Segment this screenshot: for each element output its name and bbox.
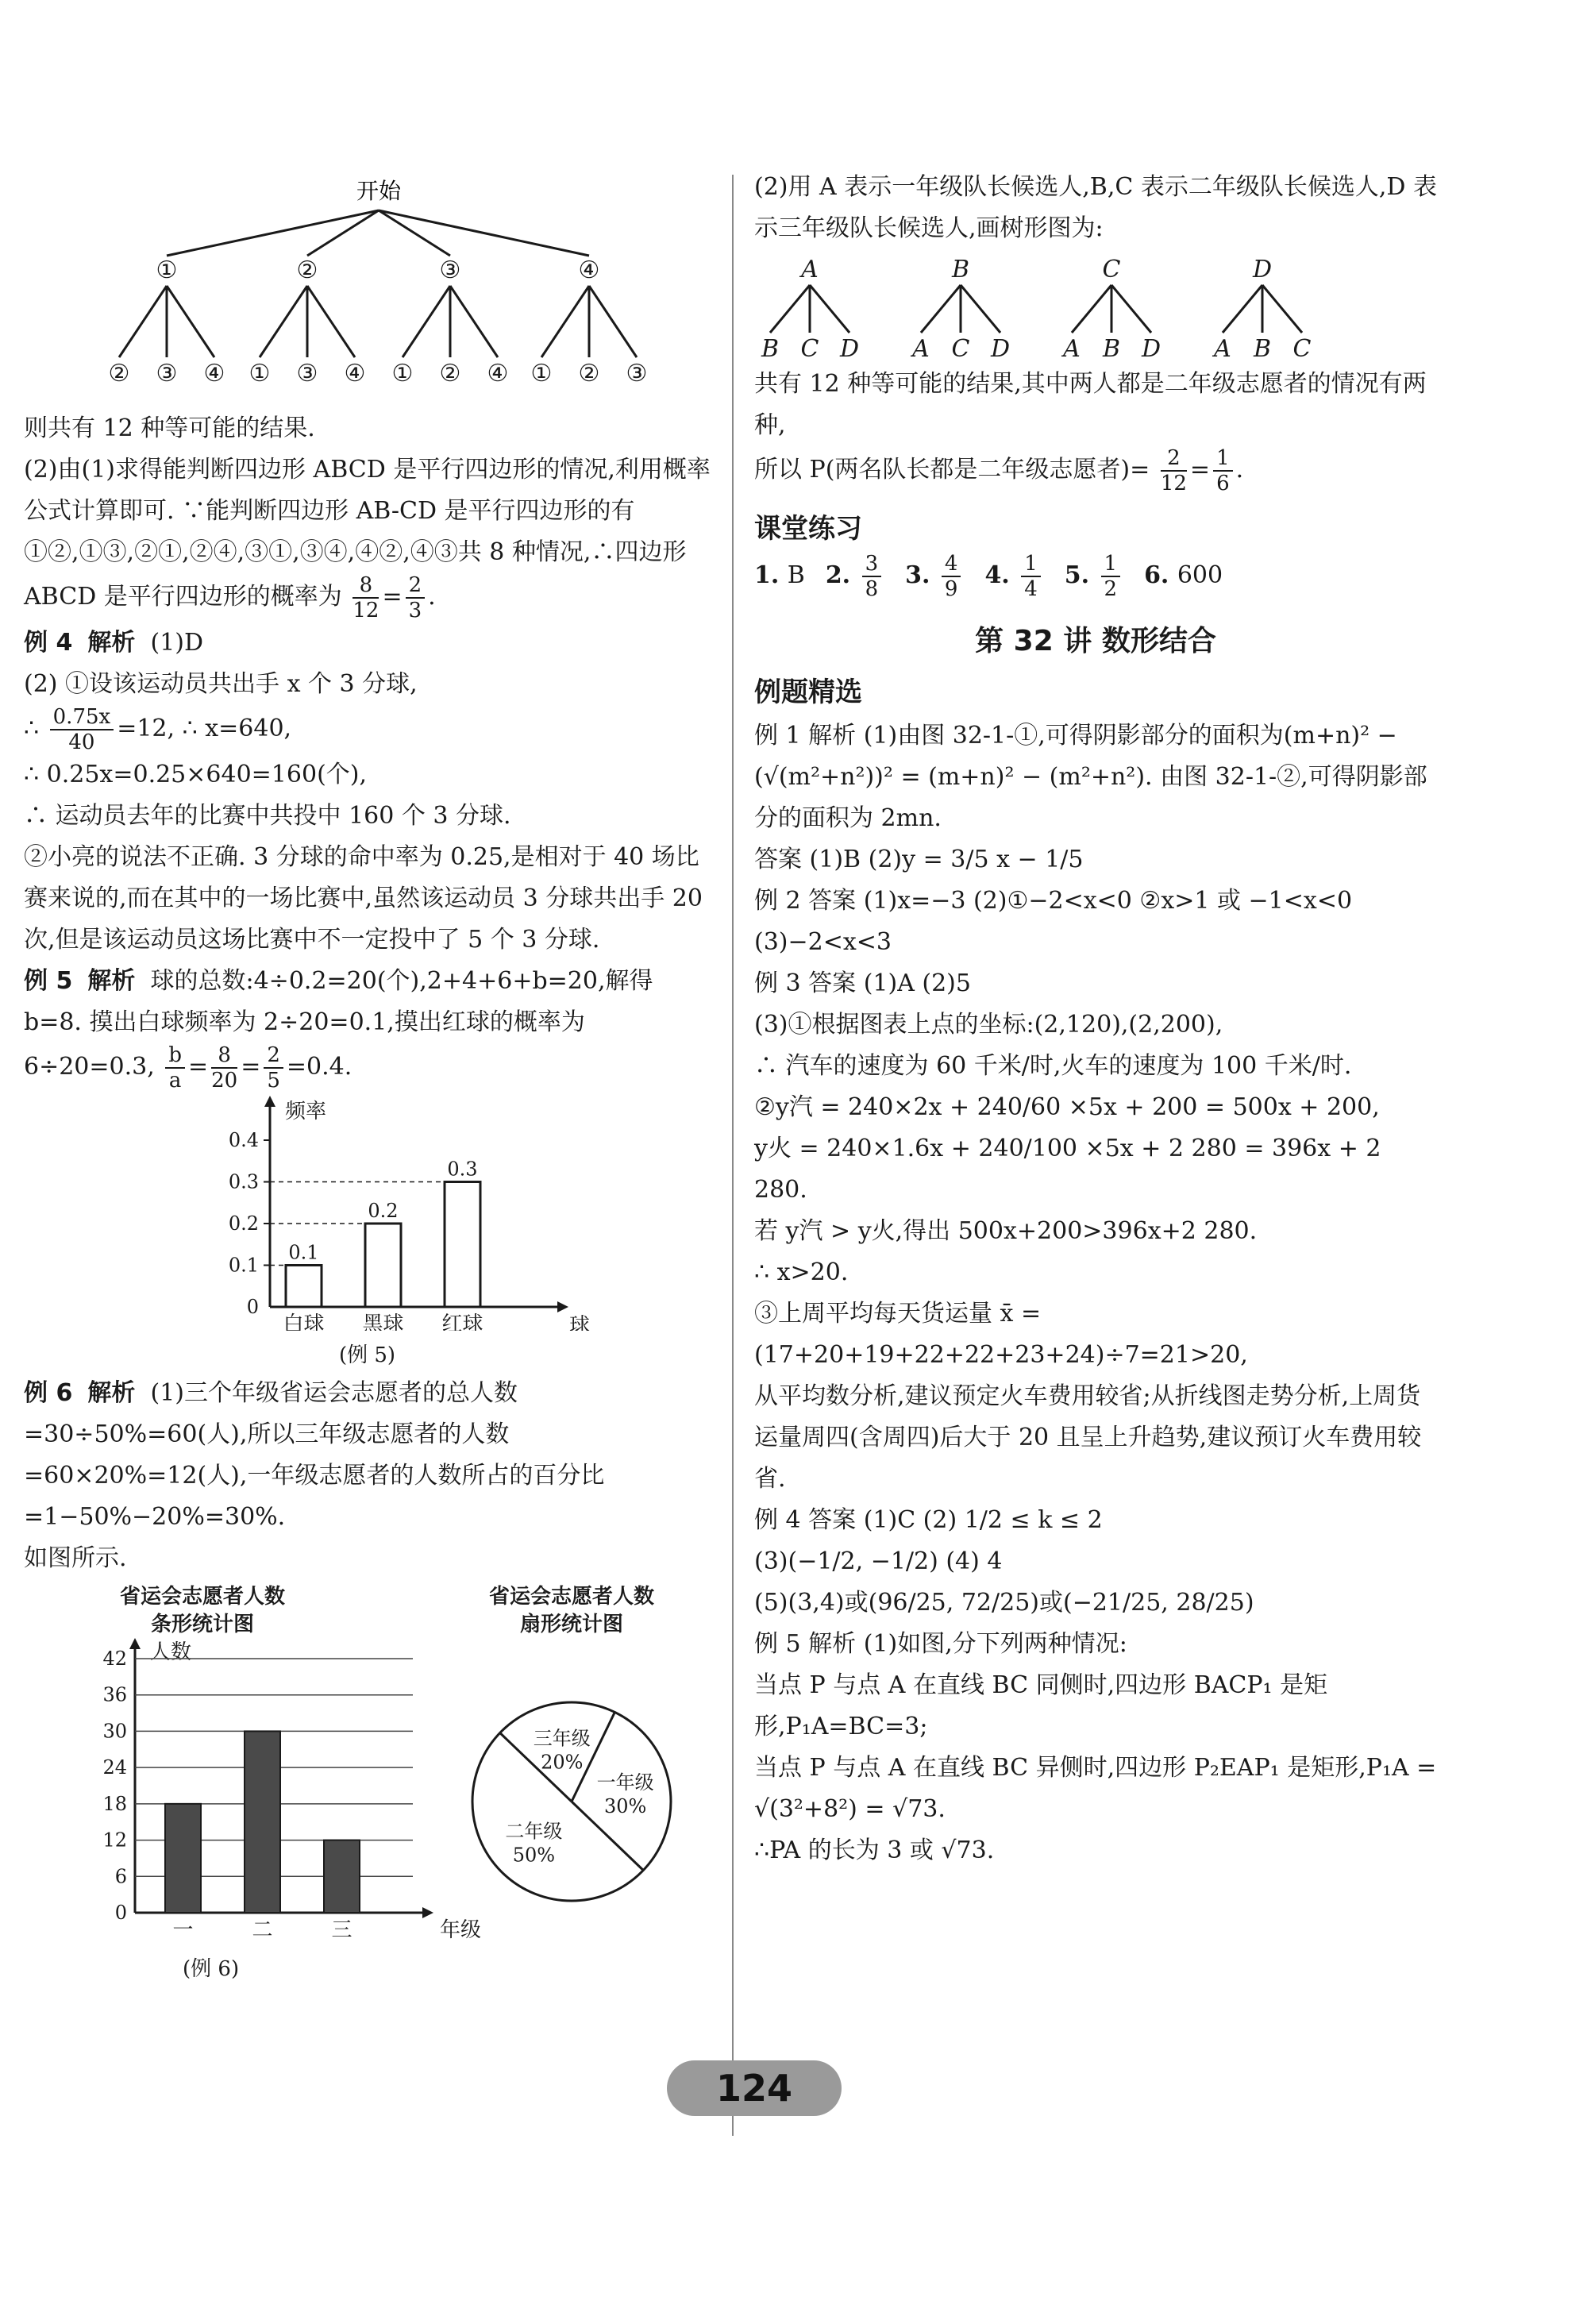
tree-edge [307, 286, 355, 357]
answer-item: 4. $\frac{1}{4}$ [984, 552, 1043, 601]
tree-node: ④ [344, 360, 366, 387]
y-tick-label: 0 [246, 1296, 259, 1318]
y-tick-label: 0.4 [228, 1129, 259, 1151]
tree-node: ③ [626, 360, 648, 387]
chart-caption: (例 5) [338, 1343, 396, 1367]
paragraph: 若 y汽 > y火,得出 500x+200>396x+2 280. [754, 1217, 1258, 1245]
y-tick-label: 24 [102, 1756, 127, 1779]
bar [165, 1804, 201, 1913]
y-axis-arrow [264, 1096, 275, 1107]
lecture-title: 第 32 讲 数形结合 [975, 625, 1216, 657]
chart-title: 扇形统计图 [519, 1613, 624, 1636]
data-label: 0.1 [288, 1241, 319, 1264]
tree-edge [921, 285, 961, 333]
paragraph: ∴ x>20. [754, 1258, 849, 1286]
category-label: 红球 [441, 1312, 483, 1331]
fraction: $\frac{2}{3}$ [406, 573, 426, 622]
answer-item: 2. $\frac{3}{8}$ [826, 552, 884, 601]
tree-node: C [800, 335, 819, 360]
tree-edge [589, 286, 637, 357]
fraction: $\frac{1}{6}$ [1213, 446, 1233, 495]
fraction: $\frac{0.75x}{40}$ [50, 705, 114, 754]
fraction: $\frac{8}{20}$ [211, 1043, 238, 1093]
tree-edge [1111, 285, 1151, 333]
tree-edge [450, 286, 498, 357]
y-tick-label: 18 [102, 1792, 127, 1815]
column-divider [732, 175, 734, 2136]
y-tick-label: 30 [102, 1720, 127, 1743]
bar [445, 1182, 480, 1308]
volunteer-charts [24, 1579, 711, 1944]
paragraph: ③上周平均每天货运量 x̄ =(17+20+19+22+22+23+24)÷7=21>20, [754, 1300, 1248, 1369]
x-axis-arrow [422, 1907, 433, 1918]
tree-edge [260, 286, 307, 357]
paragraph: (3)(−1/2, −1/2) (4) 4 [754, 1547, 1003, 1575]
paragraph: 例 5 解析 (1)如图,分下列两种情况: [754, 1630, 1127, 1658]
tree-node: ② [296, 256, 318, 284]
tree-node: A [912, 335, 930, 360]
chart-title: 省运会志愿者人数 [119, 1585, 286, 1609]
section-title: 例题精选 [754, 676, 862, 708]
page-number: 124 [667, 2060, 842, 2116]
tree-node: ② [108, 360, 130, 387]
left-column [24, 167, 711, 1987]
tree-node: ④ [578, 256, 600, 284]
paragraph: 例 1 解析 (1)由图 32-1-①,可得阴影部分的面积为(m+n)² − (√(m²+n²))² = (m+n)² − (m²+n²). 由图 32-1-②,可得阴影部分的面积为 2mn. [754, 722, 1427, 832]
paragraph: 例 3 答案 (1)A (2)5 [754, 969, 971, 997]
y-tick-label: 42 [102, 1648, 127, 1670]
tree-node: D [1141, 335, 1161, 360]
data-label: 0.2 [368, 1200, 399, 1222]
paragraph: (3)①根据图表上点的坐标:(2,120),(2,200), [754, 1011, 1223, 1039]
tree-diagram-2 [754, 249, 1437, 360]
bar [324, 1840, 360, 1913]
tree-edge [1072, 285, 1111, 333]
paragraph: 答案 (1)B (2)y = 3/5 x − 1/5 [754, 846, 1084, 873]
x-axis-label: 年级 [439, 1918, 482, 1942]
answer-row [754, 552, 1437, 601]
y-tick-label: 0.2 [228, 1212, 259, 1235]
paragraph: ∴PA 的长为 3 或 √73. [754, 1836, 995, 1864]
y-tick-label: 0.3 [228, 1170, 259, 1193]
section-title: 课堂练习 [754, 513, 862, 545]
tree-node: ④ [487, 360, 509, 387]
category-label: 白球 [283, 1312, 325, 1331]
tree-root: 开始 [356, 178, 402, 204]
fraction: $\frac{2}{5}$ [264, 1043, 283, 1093]
chart-title: 条形统计图 [150, 1613, 255, 1636]
paragraph: 例 4 答案 (1)C (2) 1/2 ≤ k ≤ 2 [754, 1506, 1103, 1534]
x-axis-arrow [557, 1301, 568, 1312]
paragraph: ∴ 汽车的速度为 60 千米/时,火车的速度为 100 千米/时. [754, 1052, 1352, 1080]
answer-item: 6. 600 [1144, 561, 1223, 589]
paragraph: (2)用 A 表示一年级队长候选人,B,C 表示二年级队长候选人,D 表示三年级队长候选人,画树形图为: [754, 173, 1437, 242]
category-label: 三 [331, 1918, 352, 1942]
data-label: 0.3 [447, 1158, 478, 1181]
answer-item: 1. B [754, 561, 805, 589]
tree-node: C [1292, 335, 1312, 360]
tree-node: B [761, 335, 780, 360]
tree-node: C [1102, 256, 1121, 283]
chart-caption: (例 6) [183, 1957, 240, 1981]
tree-node: C [951, 335, 970, 360]
paragraph: (5)(3,4)或(96/25, 72/25)或(−21/25, 28/25) [754, 1589, 1254, 1617]
paragraph: 例 2 答案 (1)x=−3 (2)①−2<x<0 ②x>1 或 −1<x<0 (3)−2<x<3 [754, 887, 1353, 956]
paragraph: (2) ①设该运动员共出手 x 个 3 分球, [24, 670, 418, 698]
pie-value-label: 30% [603, 1794, 647, 1817]
bar [245, 1731, 280, 1913]
paragraph: 从平均数分析,建议预定火车费用较省;从折线图走势分析,上周货运量周四(含周四)后大于 20 且呈上升趋势,建议预订火车费用较省. [754, 1382, 1422, 1493]
chart-title: 省运会志愿者人数 [488, 1585, 655, 1609]
right-column [754, 167, 1437, 1871]
tree-edge [403, 286, 450, 357]
category-label: 一 [172, 1918, 194, 1942]
paragraph: 当点 P 与点 A 在直线 BC 同侧时,四边形 BACP₁ 是矩形,P₁A=BC=3; [754, 1671, 1328, 1740]
tree-node: B [1102, 335, 1121, 360]
tree-node: D [1252, 256, 1273, 283]
paragraph: 如图所示. [24, 1544, 127, 1572]
y-tick-label: 6 [114, 1865, 127, 1888]
tree-node: ① [156, 256, 178, 284]
tree-node: ③ [296, 360, 318, 387]
answer-item: 3. $\frac{4}{9}$ [905, 552, 964, 601]
paragraph: (2)由(1)求得能判断四边形 ABCD 是平行四边形的情况,利用概率公式计算即可. ∵能判断四边形 AB-CD 是平行四边形的有①②,①③,②①,②④,③①,③④,④②,④③共 8 种情况,∴四边形 ABCD 是平行四边形的概率为 $\frac{8}{12}$ = $\frac{2}{3}$ . [24, 456, 711, 622]
tree-node: A [1063, 335, 1081, 360]
y-axis-arrow [129, 1638, 141, 1649]
example-5: 例 5 解析 球的总数:4÷0.2=20(个),2+4+6+b=20,解得 b=8. 摸出白球频率为 2÷20=0.1,摸出红球的概率为 6÷20=0.3, $\frac{b}{a}$ = $\frac{8}{20}$ = $\frac{2}{5}$ =0.4. [24, 967, 653, 1093]
pie-value-label: 20% [541, 1751, 584, 1774]
tree-node: ① [530, 360, 553, 387]
tree-edge [1223, 285, 1262, 333]
y-tick-label: 36 [102, 1683, 127, 1706]
tree-node: ① [391, 360, 414, 387]
pie-value-label: 50% [512, 1844, 556, 1867]
paragraph: 则共有 12 种等可能的结果. [24, 414, 315, 442]
tree-node: A [801, 256, 819, 283]
pie-label: 三年级 [533, 1727, 591, 1750]
paragraph: 当点 P 与点 A 在直线 BC 异侧时,四边形 P₂EAP₁ 是矩形,P₁A = √(3²+8²) = √73. [754, 1754, 1437, 1823]
paragraph: y火 = 240×1.6x + 240/100 ×5x + 2 280 = 396x + 2 280. [754, 1135, 1381, 1204]
tree-edge [119, 286, 167, 357]
pie-label: 一年级 [596, 1771, 654, 1794]
tree-edge [810, 285, 849, 333]
fraction: $\frac{8}{12}$ [352, 573, 379, 622]
y-axis-label: 频率 [284, 1100, 327, 1123]
y-tick-label: 12 [102, 1829, 127, 1852]
tree-edge [961, 285, 1000, 333]
tree-node: B [1253, 335, 1272, 360]
frequency-bar-chart [24, 1093, 711, 1331]
tree-node: ④ [203, 360, 225, 387]
tree-edge [167, 210, 379, 256]
fraction: $\frac{b}{a}$ [165, 1043, 185, 1093]
example-6: 例 6 解析 (1)三个年级省运会志愿者的总人数=30÷50%=60(人),所以三年级志愿者的人数=60×20%=12(人),一年级志愿者的人数所占的百分比=1−50%−20%=30%. [24, 1379, 605, 1531]
tree-diagram-1 [24, 167, 711, 405]
tree-edge [770, 285, 810, 333]
paragraph: ∴ 运动员去年的比赛中共投中 160 个 3 分球. [24, 802, 511, 830]
bar [365, 1224, 401, 1307]
paragraph: ②y汽 = 240×2x + 240/60 ×5x + 200 = 500x + 200, [754, 1093, 1380, 1121]
tree-node: ② [578, 360, 600, 387]
pie-label: 二年级 [505, 1820, 563, 1843]
fraction: $\frac{2}{12}$ [1160, 446, 1187, 495]
bar [286, 1266, 322, 1308]
tree-edge [379, 210, 589, 256]
y-tick-label: 0 [114, 1902, 127, 1924]
category-label: 二 [252, 1918, 273, 1942]
y-tick-label: 0.1 [228, 1254, 259, 1277]
answer-item: 5. $\frac{1}{2}$ [1065, 552, 1123, 601]
tree-node: D [990, 335, 1011, 360]
tree-node: ① [248, 360, 271, 387]
paragraph: ∴ $\frac{0.75x}{40}$ =12, ∴ x=640, [24, 705, 292, 754]
y-axis-label: 人数 [149, 1640, 192, 1664]
paragraph: ②小亮的说法不正确. 3 分球的命中率为 0.25,是相对于 40 场比赛来说的,而在其中的一场比赛中,虽然该运动员 3 分球共出手 20 次,但是该运动员这场比赛中不一定投中了 5 个 3 分球. [24, 843, 703, 954]
tree-edge [167, 286, 214, 357]
tree-node: ② [439, 360, 461, 387]
paragraph: 所以 P(两名队长都是二年级志愿者)= $\frac{2}{12}$ = $\frac{1}{6}$ . [754, 446, 1244, 495]
tree-edge [1262, 285, 1302, 333]
tree-node: D [839, 335, 860, 360]
paragraph: 共有 12 种等可能的结果,其中两人都是二年级志愿者的情况有两种, [754, 370, 1427, 439]
tree-node: B [951, 256, 970, 283]
tree-node: A [1214, 335, 1231, 360]
paragraph: ∴ 0.25x=0.25×640=160(个), [24, 761, 368, 788]
example-4: 例 4 解析 (1)D [24, 629, 204, 657]
tree-node: ③ [439, 256, 461, 284]
x-axis-label: 球 [568, 1314, 591, 1331]
tree-node: ③ [156, 360, 178, 387]
category-label: 黑球 [362, 1312, 404, 1331]
tree-edge [541, 286, 589, 357]
